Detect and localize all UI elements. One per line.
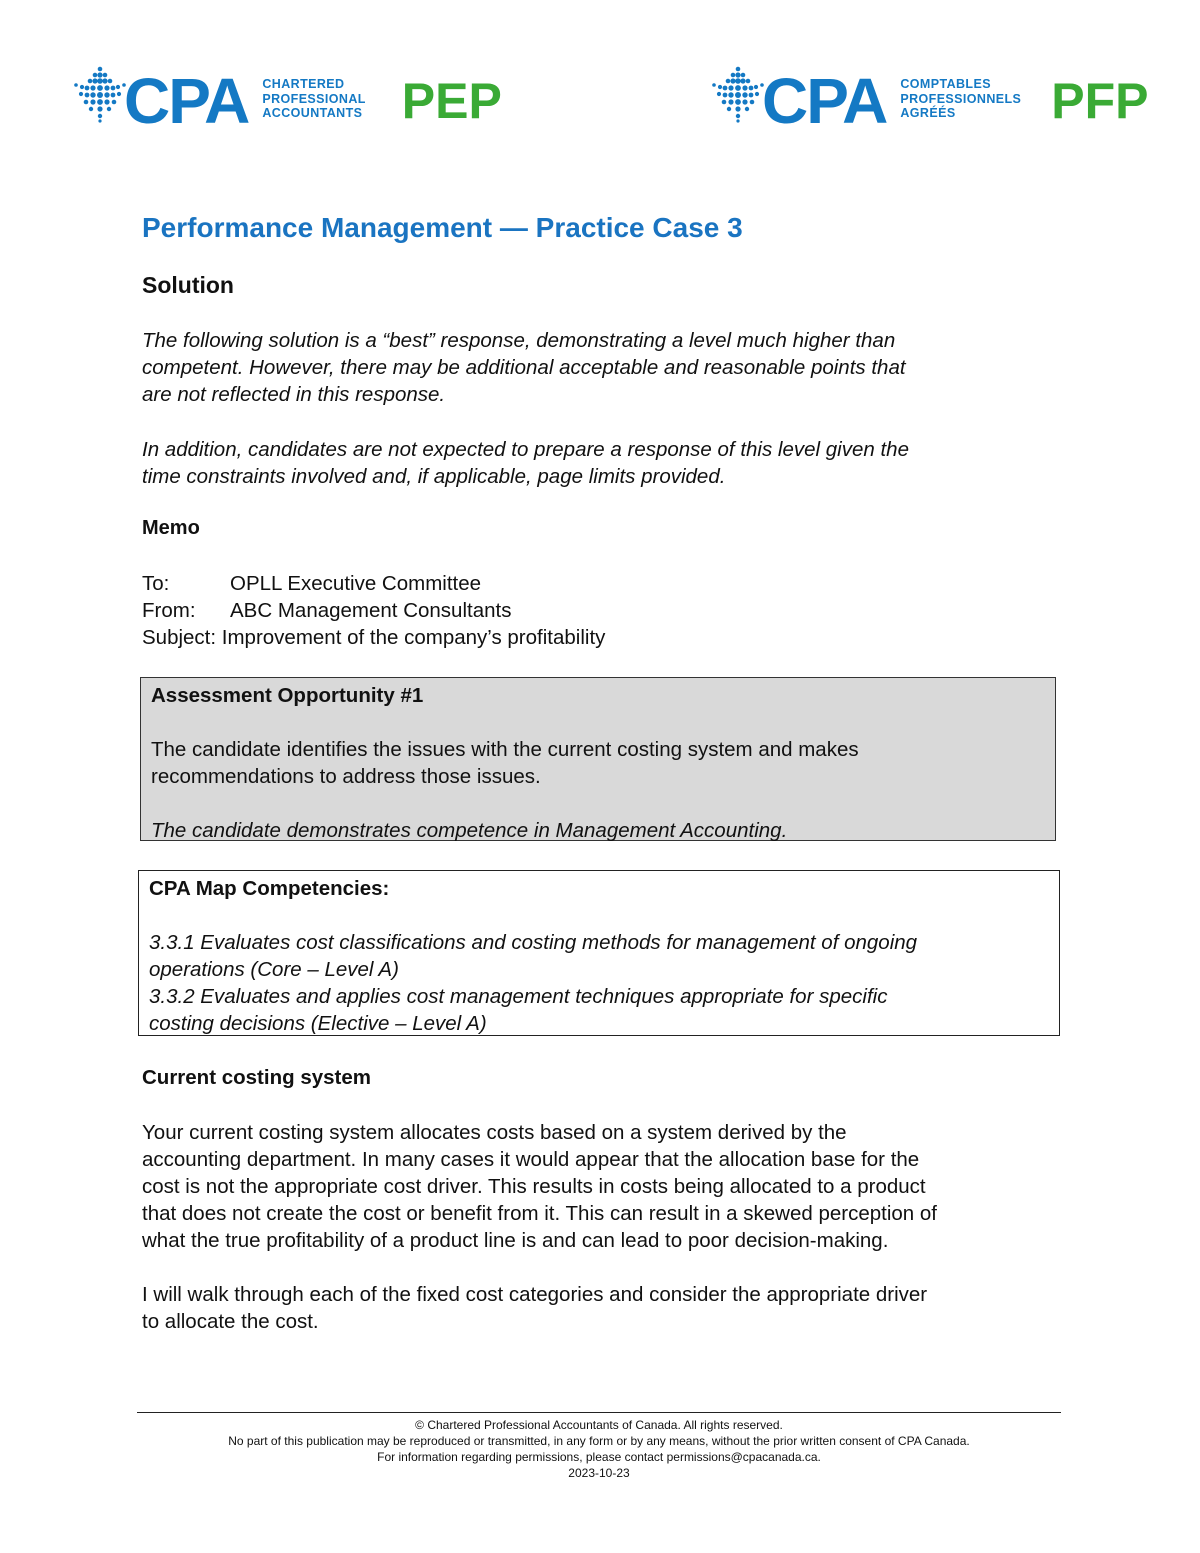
section-heading-solution: Solution [142, 272, 234, 298]
cpa-map-competencies-box: CPA Map Competencies: 3.3.1 Evaluates cost classifications and costing methods for management of ongoing operations (Core – Level A) 3.3.2 Evaluates and applies cost management techniques appropriate for specific costing decisions (Elective – Level A) [138, 870, 1060, 1036]
competencies-title: CPA Map Competencies: [149, 877, 390, 900]
cpa-wordmark: CPA [762, 65, 887, 137]
cpa-pfp-logo [710, 55, 1149, 137]
footer: © Chartered Professional Accountants of Canada. All rights reserved. No part of this publication may be reproduced or transmitted, in any form or by any means, without the prior written consent of CPA Canada. For information regarding permissions, please contact permissions@cpacanada.ca. 2023-10-23 [228, 1418, 970, 1480]
current-costing-paragraph-1: Your current costing system allocates costs based on a system derived by the accounting department. In many cases it would appear that the allocation base for the cost is not the appropriate cost driver. This results in costs being allocated to a product that does not create the cost or benefit from it. This can result in a skewed perception of what the true profitability of a product line is and can lead to poor decision-making. [142, 1121, 937, 1252]
current-costing-heading: Current costing system [142, 1066, 371, 1089]
page-title: Performance Management — Practice Case 3 [142, 212, 743, 243]
logo-tagline: CHARTERED PROFESSIONAL ACCOUNTANTS [262, 77, 366, 121]
current-costing-paragraph-2: I will walk through each of the fixed cost categories and consider the appropriate driver to allocate the cost. [142, 1283, 928, 1333]
maple-leaf-icon [72, 65, 128, 123]
logo-tagline: COMPTABLES PROFESSIONNELS AGRÉÉS [900, 77, 1022, 121]
assessment-competence: The candidate demonstrates competence in Management Accounting. [151, 819, 788, 842]
intro-paragraph-1: The following solution is a “best” response, demonstrating a level much higher than competent. However, there may be additional acceptable and reasonable points that are not reflected in this response. [142, 329, 906, 406]
memo-to: To: OPLL Executive Committee [142, 572, 482, 595]
memo-subject: Subject: Improvement of the company’s profitability [142, 626, 606, 649]
footer-divider [137, 1412, 1061, 1413]
intro-paragraph-2: In addition, candidates are not expected to prepare a response of this level given the time constraints involved and, if applicable, page limits provided. [142, 438, 909, 488]
cpa-pep-logo [72, 55, 502, 137]
memo-from: From: ABC Management Consultants [142, 599, 512, 622]
assessment-opportunity-box: Assessment Opportunity #1 The candidate identifies the issues with the current costing system and makes recommendations to address those issues. The candidate demonstrates competence in Management Accounting. [140, 677, 1056, 841]
program-label-pfp: PFP [1051, 73, 1149, 129]
cpa-wordmark: CPA [124, 65, 249, 137]
program-label-pep: PEP [401, 73, 502, 129]
memo-heading: Memo [142, 517, 200, 539]
maple-leaf-icon [710, 65, 766, 123]
assessment-title: Assessment Opportunity #1 [151, 684, 424, 707]
